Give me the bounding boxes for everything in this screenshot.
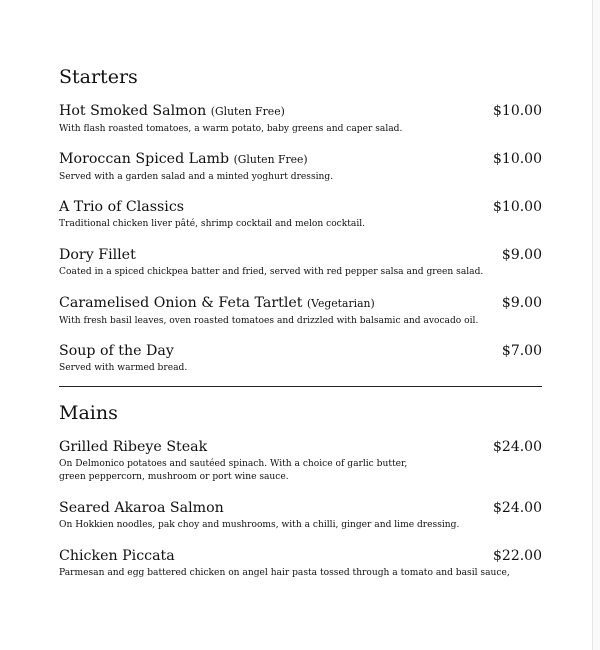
item-price: $9.00: [501, 295, 542, 311]
starters-heading: Starters: [59, 66, 138, 88]
menu-item: [59, 246, 542, 279]
item-description: Coated in a spiced chickpea batter and fried, served with red pepper salsa and green salad.: [59, 267, 484, 277]
item-name: Chicken Piccata: [59, 548, 175, 564]
item-name: Moroccan Spiced Lamb (Gluten Free): [59, 151, 308, 167]
item-name: Grilled Ribeye Steak: [59, 439, 208, 455]
item-name: Soup of the Day: [59, 343, 174, 359]
menu-item: [59, 294, 542, 328]
item-name: Seared Akaroa Salmon: [59, 500, 224, 516]
item-dietary-note: (Gluten Free): [233, 153, 308, 166]
item-price: $24.00: [493, 439, 542, 455]
item-price: $7.00: [501, 343, 542, 359]
item-price: $22.00: [493, 548, 542, 564]
item-name: Hot Smoked Salmon (Gluten Free): [59, 103, 285, 119]
item-description: Traditional chicken liver pâté, shrimp cocktail and melon cocktail.: [59, 219, 366, 229]
item-description: [59, 458, 542, 484]
menu-item: [59, 547, 542, 580]
item-description: On Hokkien noodles, pak choy and mushrooms, with a chilli, ginger and lime dressing.: [59, 520, 460, 530]
item-dietary-note: (Gluten Free): [210, 105, 285, 118]
item-price: $10.00: [493, 103, 542, 119]
item-price: $24.00: [493, 500, 542, 516]
menu-item: [59, 198, 542, 231]
item-price: $10.00: [493, 151, 542, 167]
item-dietary-note: (Vegetarian): [306, 297, 375, 310]
item-description: Parmesan and egg battered chicken on angel hair pasta tossed through a tomato and basil sauce,: [59, 568, 510, 578]
menu-item: [59, 499, 542, 532]
menu-item: [59, 438, 542, 484]
section-divider: [59, 386, 542, 387]
menu-item: [59, 102, 542, 136]
item-description: With fresh basil leaves, oven roasted tomatoes and drizzled with balsamic and avocado oil.: [59, 316, 479, 326]
menu-item: [59, 150, 542, 184]
item-name: Dory Fillet: [59, 247, 136, 263]
item-name: A Trio of Classics: [59, 199, 185, 215]
mains-heading: Mains: [59, 402, 118, 424]
item-description: With flash roasted tomatoes, a warm potato, baby greens and caper salad.: [59, 124, 403, 134]
item-price: $10.00: [493, 199, 542, 215]
item-name: Caramelised Onion & Feta Tartlet (Vegetarian): [59, 295, 375, 311]
menu-item: [59, 342, 542, 375]
item-description: Served with a garden salad and a minted yoghurt dressing.: [59, 172, 334, 182]
item-price: $9.00: [501, 247, 542, 263]
item-description: Served with warmed bread.: [59, 363, 188, 373]
item-description-line: green peppercorn, mushroom or port wine sauce.: [59, 472, 289, 482]
item-description-line: On Delmonico potatoes and sautéed spinach. With a choice of garlic butter,: [59, 459, 408, 469]
